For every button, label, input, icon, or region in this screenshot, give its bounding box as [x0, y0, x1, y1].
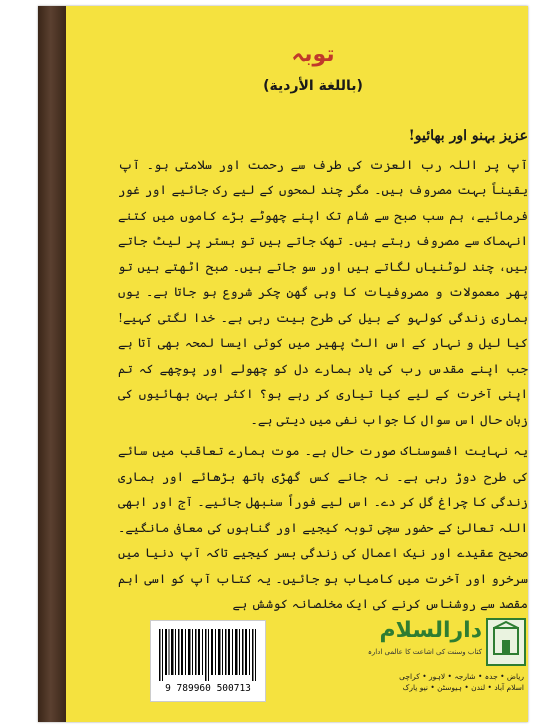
- barcode-icon: [157, 629, 259, 681]
- publisher-name: دارالسلام: [379, 618, 482, 643]
- publisher-block: [356, 618, 526, 674]
- blurb-text: [118, 124, 528, 623]
- paragraph-2: یہ نہایت افسوسناک صورت حال ہے۔ موت ہمارے تعاقب میں سائے کی طرح دوڑ رہی ہے۔ نہ جانے کس گھڑی ہاتھ بڑھائے اور ہماری زندگی کا چراغ گل کر دے۔ اس لیے فوراً سنبھل جائیے۔ آج اور ابھی اللہ تعالیٰ کے حضور سچی توبہ کیجیے اور گناہوں کی معافی مانگیے۔ صحیح عقیدے اور نیک اعمال کی زندگی بسر کیجیے تاکہ آپ دنیا میں سرخرو اور آخرت میں کامیاب ہو جائیں۔ یہ کتاب آپ کو اسی اہم مقصد سے روشناس کرنے کی ایک مخلصانہ کوشش ہے: [118, 443, 528, 611]
- book-spine: [38, 6, 66, 722]
- book-subtitle: (باللغة الأردية): [263, 78, 363, 94]
- barcode-number: 9 789960 500713: [165, 683, 251, 694]
- greeting: عزیز بہنو اور بھائیو!: [408, 128, 528, 144]
- publisher-cities: [358, 671, 524, 693]
- cities-line-1: ریاض • جدہ • شارجہ • لاہور • کراچی: [399, 672, 524, 681]
- paragraph-1: آپ پر اللہ رب العزت کی طرف سے رحمت اور سلامتی ہو۔ آپ یقیناً بہت مصروف ہیں۔ مگر چند لمحوں کے لیے رک جائیے اور غور فرمائیے، ہم سب صبح سے شام تک اپنے چھوٹے بڑے کاموں میں کتنے انہماک سے مصروف رہتے ہیں۔ تھک جاتے ہیں تو بستر پر لیٹ جاتے ہیں، چند لوٹنیاں لگاتے ہیں اور سو جاتے ہیں۔ صبح اٹھتے ہیں تو پھر معمولات و مصروفیات کا وہی گھن چکر شروع ہو جاتا ہے۔ یوں ہماری زندگی کولہو کے بیل کی طرح بیت رہی ہے۔ خدا لگتی کہیے! کیا لیل و نہار کے اس الٹ پھیر میں کوئی ایسا لمحہ بھی آتا ہے جب اپنے مقدس رب کی یاد ہمارے دل کو چھولے اور پوچھے کہ تم اپنی آخرت کے لیے کیا تیاری کر رہے ہو؟ اکثر بہن بھائیوں کی زبان حال اس سوال کا جواب نفی میں دیتی ہے۔: [118, 156, 528, 427]
- book-title: توبہ: [291, 42, 335, 67]
- cities-line-2: اسلام آباد • لندن • ہیوسٹن • نیو یارک: [402, 683, 524, 692]
- barcode-label: [150, 620, 266, 702]
- publisher-tagline: کتاب وسنت کی اشاعت کا عالمی ادارہ: [367, 648, 482, 656]
- book-back-cover: [38, 6, 528, 722]
- publisher-logo-icon: [486, 618, 526, 666]
